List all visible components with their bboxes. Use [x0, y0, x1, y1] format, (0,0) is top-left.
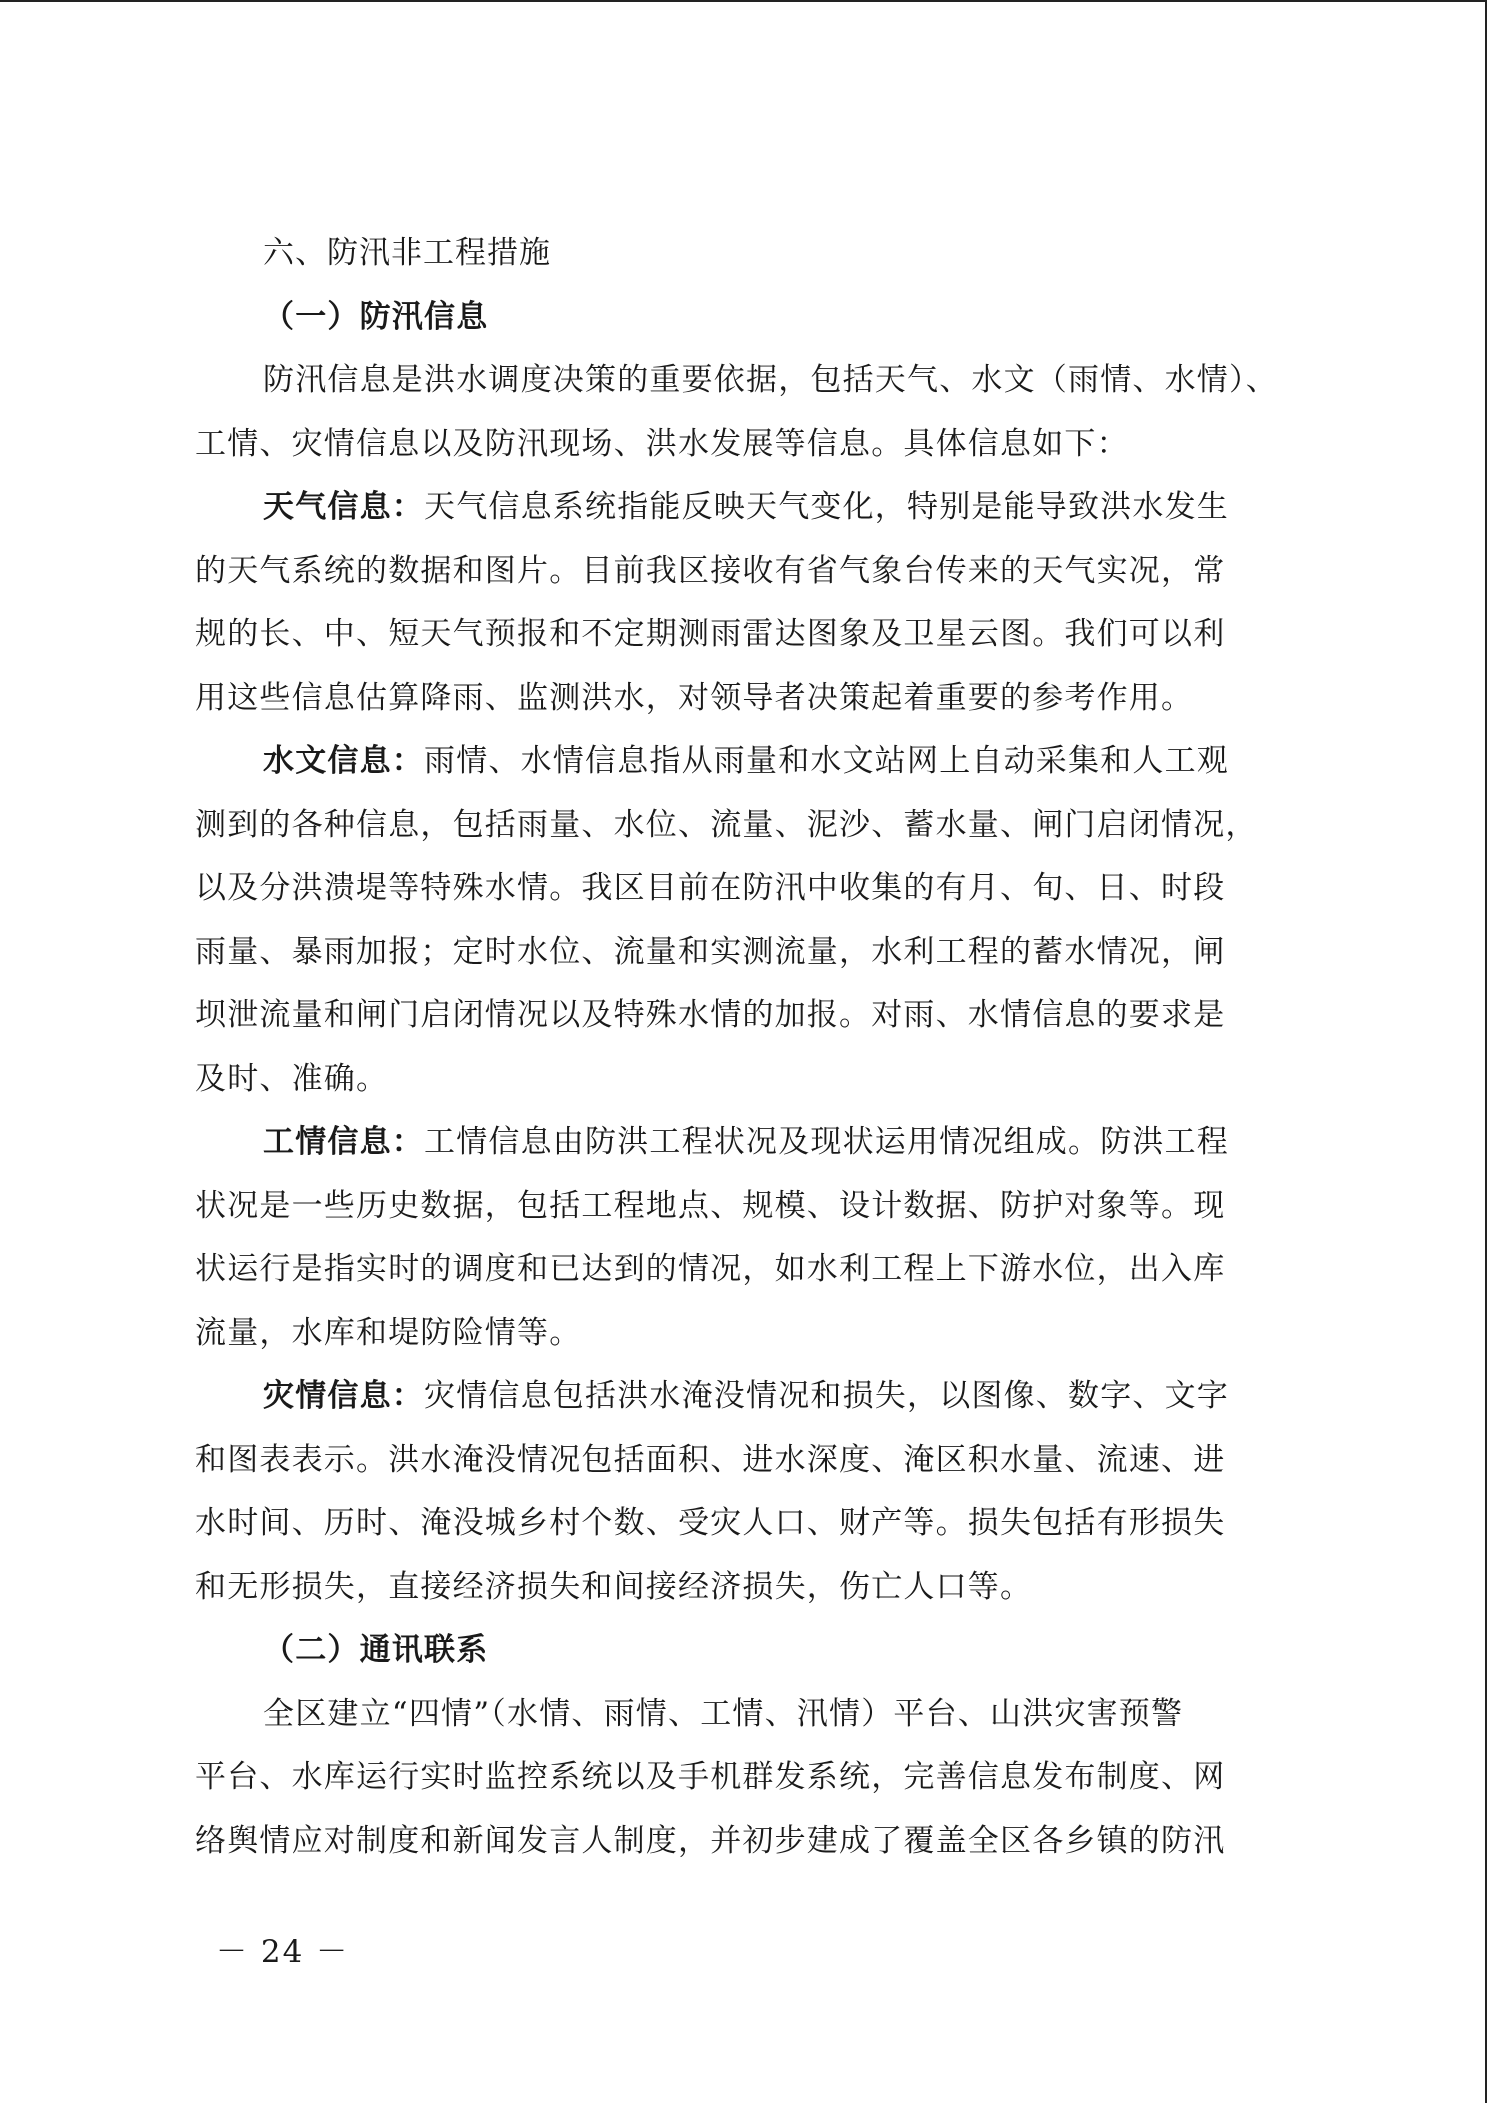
engineering-info-text: 工情信息由防洪工程状况及现状运用情况组成。防洪工程 [424, 1124, 1229, 1160]
section-heading: 六、防汛非工程措施 [263, 235, 551, 271]
page-number: － 24 － [216, 1934, 350, 1970]
paragraph-line: 以及分洪溃堤等特殊水情。我区目前在防汛中收集的有月、旬、日、时段 [195, 870, 1226, 906]
weather-info-term: 天气信息： [263, 489, 424, 525]
paragraph-line: 全区建立“四情”（水情、雨情、工情、汛情）平台、山洪灾害预警 [263, 1695, 1184, 1732]
engineering-info-first-line [195, 1111, 1295, 1175]
paragraph-line: 测到的各种信息，包括雨量、水位、流量、泥沙、蓄水量、闸门启闭情况， [195, 806, 1258, 843]
paragraph-line: 状运行是指实时的调度和已达到的情况，如水利工程上下游水位，出入库 [195, 1251, 1226, 1287]
weather-info-first-line [195, 476, 1295, 540]
engineering-info-term: 工情信息： [263, 1124, 424, 1160]
subsection-heading-communication: （二）通讯联系 [263, 1632, 489, 1668]
paragraph-line: 络舆情应对制度和新闻发言人制度，并初步建成了覆盖全区各乡镇的防汛 [195, 1822, 1226, 1859]
disaster-info-term: 灾情信息： [263, 1378, 424, 1414]
paragraph-line: 状况是一些历史数据，包括工程地点、规模、设计数据、防护对象等。现 [195, 1187, 1226, 1224]
paragraph-line: 防汛信息是洪水调度决策的重要依据，包括天气、水文（雨情、水情）、 [263, 362, 1278, 398]
paragraph-line: 用这些信息估算降雨、监测洪水，对领导者决策起着重要的参考作用。 [195, 679, 1194, 716]
subsection-heading-info: （一）防汛信息 [263, 298, 489, 335]
paragraph-line: 雨量、暴雨加报；定时水位、流量和实测流量，水利工程的蓄水情况，闸 [195, 933, 1226, 970]
hydrology-info-term: 水文信息： [263, 743, 424, 779]
paragraph-line: 水时间、历时、淹没城乡村个数、受灾人口、财产等。损失包括有形损失 [195, 1505, 1226, 1541]
paragraph-line: 和图表表示。洪水淹没情况包括面积、进水深度、淹区积水量、流速、进 [195, 1441, 1226, 1478]
paragraph-line: 工情、灾情信息以及防汛现场、洪水发展等信息。具体信息如下： [195, 425, 1129, 462]
hydrology-info-first-line [195, 730, 1295, 794]
disaster-info-first-line [195, 1365, 1295, 1429]
paragraph-line: 坝泄流量和闸门启闭情况以及特殊水情的加报。对雨、水情信息的要求是 [195, 997, 1226, 1033]
paragraph-line: 规的长、中、短天气预报和不定期测雨雷达图象及卫星云图。我们可以利 [195, 616, 1226, 652]
weather-info-text: 天气信息系统指能反映天气变化，特别是能导致洪水发生 [424, 489, 1229, 525]
hydrology-info-text: 雨情、水情信息指从雨量和水文站网上自动采集和人工观 [424, 743, 1229, 779]
disaster-info-text: 灾情信息包括洪水淹没情况和损失，以图像、数字、文字 [424, 1378, 1229, 1414]
document-body [195, 222, 1295, 1873]
paragraph-line: 平台、水库运行实时监控系统以及手机群发系统，完善信息发布制度、网 [195, 1759, 1226, 1795]
paragraph-line: 及时、准确。 [195, 1060, 389, 1097]
paragraph-line: 的天气系统的数据和图片。目前我区接收有省气象台传来的天气实况，常 [195, 552, 1226, 589]
paragraph-line: 流量，水库和堤防险情等。 [195, 1314, 582, 1351]
paragraph-line: 和无形损失，直接经济损失和间接经济损失，伤亡人口等。 [195, 1568, 1033, 1605]
